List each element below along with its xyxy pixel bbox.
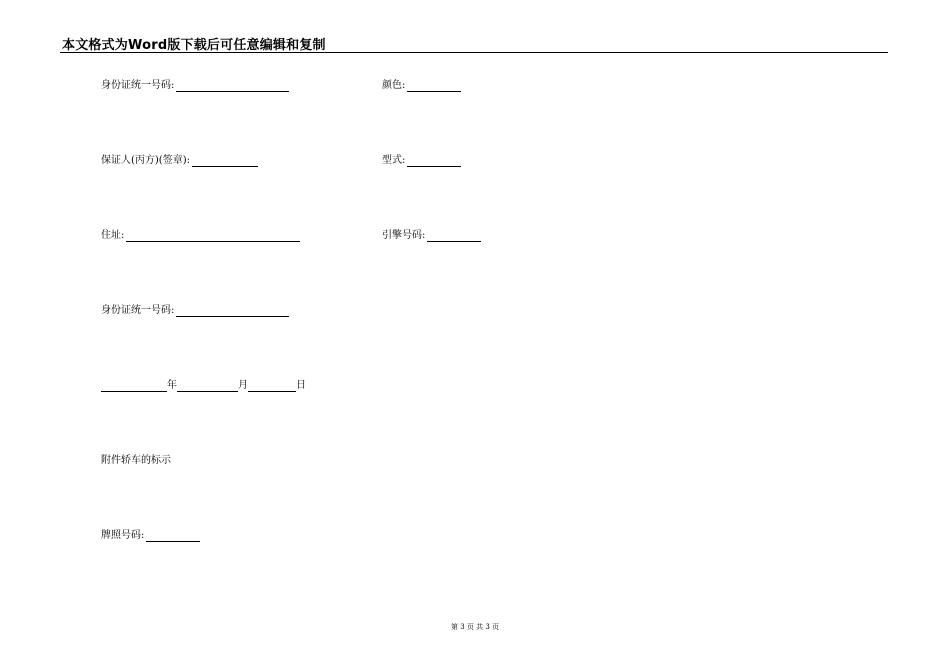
engine-number-label: 引擎号码: (382, 230, 426, 241)
model-row (382, 155, 461, 167)
guarantor-blank[interactable] (192, 156, 258, 167)
plate-number-label: 牌照号码: (101, 530, 145, 541)
guarantor-row (101, 155, 258, 167)
attachment-title-row (101, 455, 171, 467)
address-label: 住址: (101, 230, 125, 241)
engine-number-blank[interactable] (427, 231, 481, 242)
date-row (101, 380, 306, 392)
color-row (382, 80, 461, 92)
day-blank[interactable] (248, 381, 296, 392)
engine-number-row (382, 230, 481, 242)
id-number-row-1 (101, 80, 289, 92)
year-unit: 年 (167, 380, 177, 391)
attachment-title: 附件轿车的标示 (101, 455, 171, 466)
month-blank[interactable] (177, 381, 238, 392)
plate-number-blank[interactable] (146, 531, 200, 542)
address-row (101, 230, 300, 242)
id-number-blank-1[interactable] (176, 81, 289, 92)
address-blank[interactable] (126, 231, 300, 242)
guarantor-label: 保证人(丙方)(签章): (101, 155, 190, 166)
color-blank[interactable] (407, 81, 461, 92)
id-number-blank-2[interactable] (176, 306, 289, 317)
id-number-label-1: 身份证统一号码: (101, 80, 175, 91)
id-number-row-2 (101, 305, 289, 317)
id-number-label-2: 身份证统一号码: (101, 305, 175, 316)
month-unit: 月 (238, 380, 248, 391)
page-footer: 第 3 页 共 3 页 (450, 623, 500, 631)
page-header-title: 本文格式为Word版下载后可任意编辑和复制 (62, 38, 326, 53)
color-label: 颜色: (382, 80, 406, 91)
model-label: 型式: (382, 155, 406, 166)
header-divider (60, 52, 888, 53)
day-unit: 日 (296, 380, 306, 391)
plate-number-row (101, 530, 200, 542)
model-blank[interactable] (407, 156, 461, 167)
year-blank[interactable] (101, 381, 167, 392)
